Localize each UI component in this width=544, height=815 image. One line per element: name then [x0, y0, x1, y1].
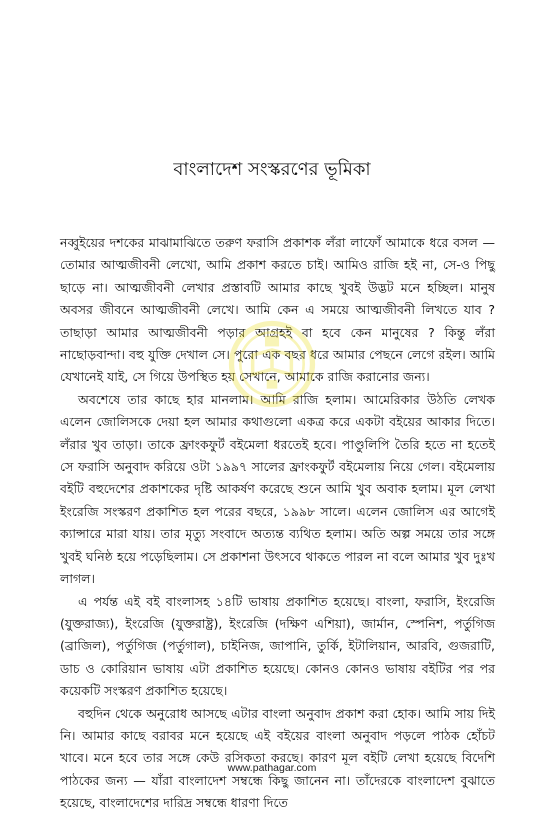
page-title: বাংলাদেশ সংস্করণের ভূমিকা [173, 159, 371, 180]
library-book-logo-icon [228, 320, 316, 408]
paragraph-2: অবশেষে তার কাছে হার মানলাম। আমি রাজি হলাম। আমেরিকার উঠতি লেখক এলেন জোলিসকে দেয়া হল আমার কথাগুলো একত্র করে একটা বইয়ের আকার দিতে। লঁরার খুব তাড়া। তাকে ফ্রাংকফুর্ট বইমেলা ধরতেই হবে। পাণ্ডুলিপি তৈরি হতে না হতেই সে ফরাসি অনুবাদ করিয়ে ওটা ১৯৯৭ সালের ফ্রাংকফুর্ট বইমেলায় নিয়ে গেল। বইমেলায় বইটি বহুদেশের প্রকাশকের দৃষ্টি আকর্ষণ করেছে শুনে আমি খুব অবাক হলাম। মূল লেখা ইংরেজি সংস্করণ প্রকাশিত হল পরের বছরে, ১৯৯৮ সালে। এলেন জোলিস এর আগেই ক্যান্সারে মারা যায়। তার মৃত্যু সংবাদে অত্যন্ত ব্যথিত হলাম। অতি অল্প সময়ে তার সঙ্গে খুবই ঘনিষ্ঠ হয়ে পড়েছিলাম। সে প্রকাশনা উৎসবে থাকতে পারল না বলে আমার খুব দুঃখ লাগল। [60, 391, 495, 587]
paragraph-1: নব্বুইয়ের দশকের মাঝামাঝিতে তরুণ ফরাসি প্রকাশক লঁরা লাফোঁ আমাকে ধরে বসল — তোমার আত্মজীবনী লেখো, আমি প্রকাশ করতে চাই। আমিও রাজি হই না, সে-ও পিছু ছাড়ে না। আত্মজীবনী লেখার প্রস্তাবটি আমার কাছে খুবই উদ্ভট মনে হচ্ছিল। মানুষ অবসর জীবনে আত্মজীবনী লেখে। আমি কেন এ সময়ে আত্মজীবনী লিখতে যাব ? তাছাড়া আমার আত্মজীবনী পড়ার আগ্রহই বা হবে কেন মানুষের ? কিন্তু লঁরা নাছোড়বান্দা। বহু যুক্তি দেখাল সে। পুরো এক বছর ধরে আমার পেছনে লেগে রইল। আমি যেখানেই যাই, সে গিয়ে উপস্থিত হয় সেখানে, আমাকে রাজি করানোর জন্য। [60, 235, 495, 385]
paragraph-3: এ পর্যন্ত এই বই বাংলাসহ ১৪টি ভাষায় প্রকাশিত হয়েছে। বাংলা, ফরাসি, ইংরেজি (যুক্তরাজ্য), ইংরেজি (যুক্তরাষ্ট্র), ইংরেজি (দক্ষিণ এশিয়া), জার্মান, স্পেনিশ, পর্তুগিজ (ব্রাজিল), পর্তুগিজ (পর্তুগাল), চাইনিজ, জাপানি, তুর্কি, ইটালিয়ান, আরবি, গুজরাটি, ডাচ ও কোরিয়ান ভাষায় এটা প্রকাশিত হয়েছে। কোনও কোনও ভাষায় বইটির পর পর কয়েকটি সংস্করণ প্রকাশিত হয়েছে। [60, 593, 495, 699]
footer-url: www.pathagar.com [227, 762, 317, 774]
paragraph-4: বহুদিন থেকে অনুরোধ আসছে এটার বাংলা অনুবাদ প্রকাশ করা হোক। আমি সায় দিই নি। আমার কাছে বরাবর মনে হয়েছে এই বইয়ের বাংলা অনুবাদ পড়লে পাঠক হোঁচট খাবে। মনে হবে তার সঙ্গে কেউ রসিকতা করছে। কারণ মূল বইটি লেখা হয়েছে বিদেশি পাঠকের জন্য — যাঁরা বাংলাদেশ সম্বন্ধে কিছু জানেন না। তাঁদেরকে বাংলাদেশ বুঝাতে হয়েছে, বাংলাদেশের দারিদ্র সম্বন্ধে ধারণা দিতে [60, 705, 495, 811]
